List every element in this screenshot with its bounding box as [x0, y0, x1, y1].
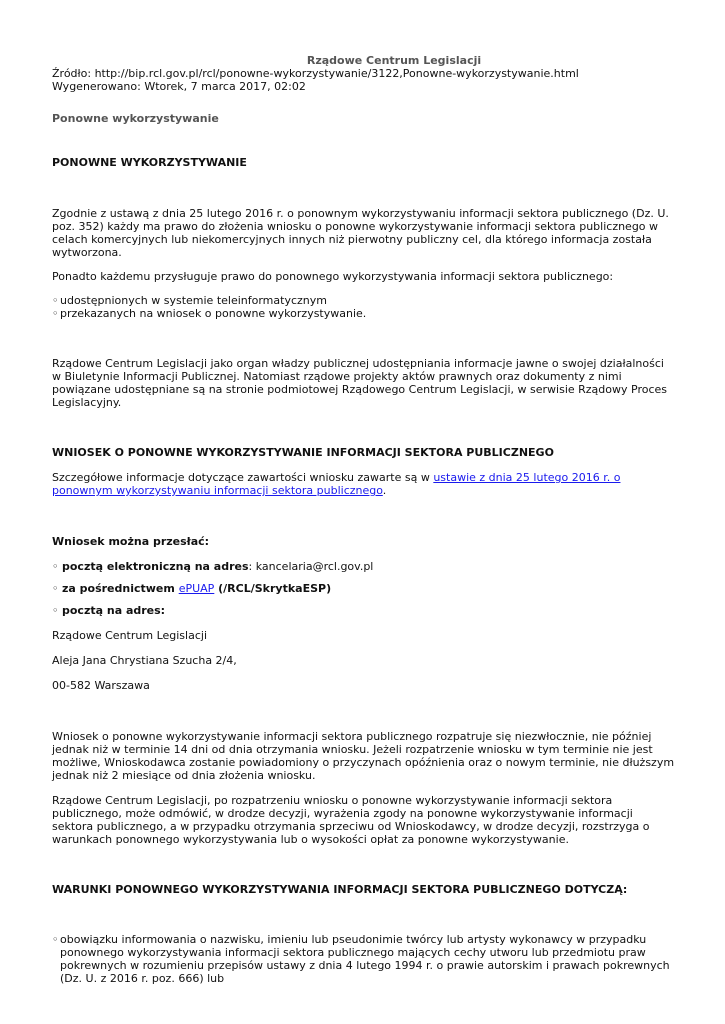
bullet-icon: ◦: [52, 307, 59, 320]
heading-request: WNIOSEK O PONOWNE WYKORZYSTYWANIE INFORMACJI SEKTORA PUBLICZNEGO: [52, 446, 554, 459]
bullet-icon: ◦: [52, 933, 59, 946]
send-option-email: ◦ pocztą elektroniczną na adres: kancelaria@rcl.gov.pl: [52, 560, 374, 573]
send-option-post: ◦ pocztą na adres:: [52, 604, 166, 617]
list-item: ◦ obowiązku informowania o nazwisku, imieniu lub pseudonimie twórcy lub artysty wykonawcy w przypadku ponownego wykorzystywania informacji sektora publicznego mających cechy utworu lub przedmiotu praw pokrewnych w rozumieniu przepisów ustawy z dnia 4 lutego 1994 r. o prawie autorskim i prawach pokrewnych (Dz. U. z 2016 r. poz. 666) lub: [52, 933, 670, 985]
heading-conditions: WARUNKI PONOWNEGO WYKORZYSTYWANIA INFORMACJI SEKTORA PUBLICZNEGO DOTYCZĄ:: [52, 883, 628, 896]
article-title: Ponowne wykorzystywanie: [52, 112, 219, 125]
paragraph-details: Szczegółowe informacje dotyczące zawartości wniosku zawarte są w ustawie z dnia 25 lutego 2016 r. o ponownym wykorzystywaniu informacji sektora publicznego.: [52, 471, 621, 497]
address-line: 00-582 Warszawa: [52, 679, 150, 692]
bullet-icon: ◦: [52, 294, 59, 307]
paragraph-rights: Ponadto każdemu przysługuje prawo do ponownego wykorzystywania informacji sektora publicznego:: [52, 270, 614, 283]
heading-reuse: PONOWNE WYKORZYSTYWANIE: [52, 156, 247, 169]
address-line: Rządowe Centrum Legislacji: [52, 629, 207, 642]
bullet-icon: ◦: [52, 604, 62, 617]
paragraph-bip: Rządowe Centrum Legislacji jako organ władzy publicznej udostępniania informacje jawne o swojej działalności w Biuletynie Informacji Publicznej. Natomiast rządowe projekty aktów prawnych oraz dokumenty z nimi powiązane udostępniane są na stronie podmiotowej Rządowego Centrum Legislacji, w serwisie Rządowy Proces Legislacyjny.: [52, 357, 668, 409]
bullet-icon: ◦: [52, 582, 62, 595]
paragraph-deadline: Wniosek o ponowne wykorzystywanie informacji sektora publicznego rozpatruje się niezwłocznie, nie później jednak niż w terminie 14 dni od dnia otrzymania wniosku. Jeżeli rozpatrzenie wniosku w tym terminie nie jest możliwe, Wnioskodawca zostanie powiadomiony o przyczynach opóźnienia oraz o nowym terminie, nie dłuższym jednak niż 2 miesiące od dnia złożenia wniosku.: [52, 730, 675, 782]
send-option-epuap: ◦ za pośrednictwem ePUAP (/RCL/SkrytkaESP): [52, 582, 332, 595]
document-page: [52, 54, 676, 985]
epuap-link[interactable]: ePUAP: [178, 582, 215, 595]
site-title: Rządowe Centrum Legislacji: [306, 54, 482, 67]
generated-date: Wygenerowano: Wtorek, 7 marca 2017, 02:02: [52, 80, 306, 93]
source-url: Źródło: http://bip.rcl.gov.pl/rcl/ponowne-wykorzystywanie/3122,Ponowne-wykorzystywanie.html: [52, 67, 579, 80]
act-link[interactable]: ustawie z dnia 25 lutego 2016 r. o ponownym wykorzystywaniu informacji sektora publicznego: [52, 471, 621, 497]
send-heading: Wniosek można przesłać:: [52, 535, 210, 548]
list-item: ◦ udostępnionych w systemie teleinformatycznym: [52, 294, 327, 307]
paragraph-decision: Rządowe Centrum Legislacji, po rozpatrzeniu wniosku o ponowne wykorzystywanie informacji sektora publicznego, może odmówić, w drodze decyzji, wyrażenia zgody na ponowne wykorzystywanie informacji sektora publicznego, a w przypadku otrzymania sprzeciwu od Wnioskodawcy, w drodze decyzji, rozstrzyga o warunkach ponownego wykorzystywania lub o wysokości opłat za ponowne wykorzystywanie.: [52, 794, 650, 846]
list-item: ◦ przekazanych na wniosek o ponowne wykorzystywanie.: [52, 307, 367, 320]
address-line: Aleja Jana Chrystiana Szucha 2/4,: [52, 654, 237, 667]
paragraph-intro: Zgodnie z ustawą z dnia 25 lutego 2016 r. o ponownym wykorzystywaniu informacji sektora publicznego (Dz. U. poz. 352) każdy ma prawo do złożenia wniosku o ponowne wykorzystywanie informacji sektora publicznego w celach komercyjnych lub niekomercyjnych innych niż pierwotny publiczny cel, dla którego informacja została wytworzona.: [52, 207, 669, 259]
bullet-icon: ◦: [52, 560, 62, 573]
